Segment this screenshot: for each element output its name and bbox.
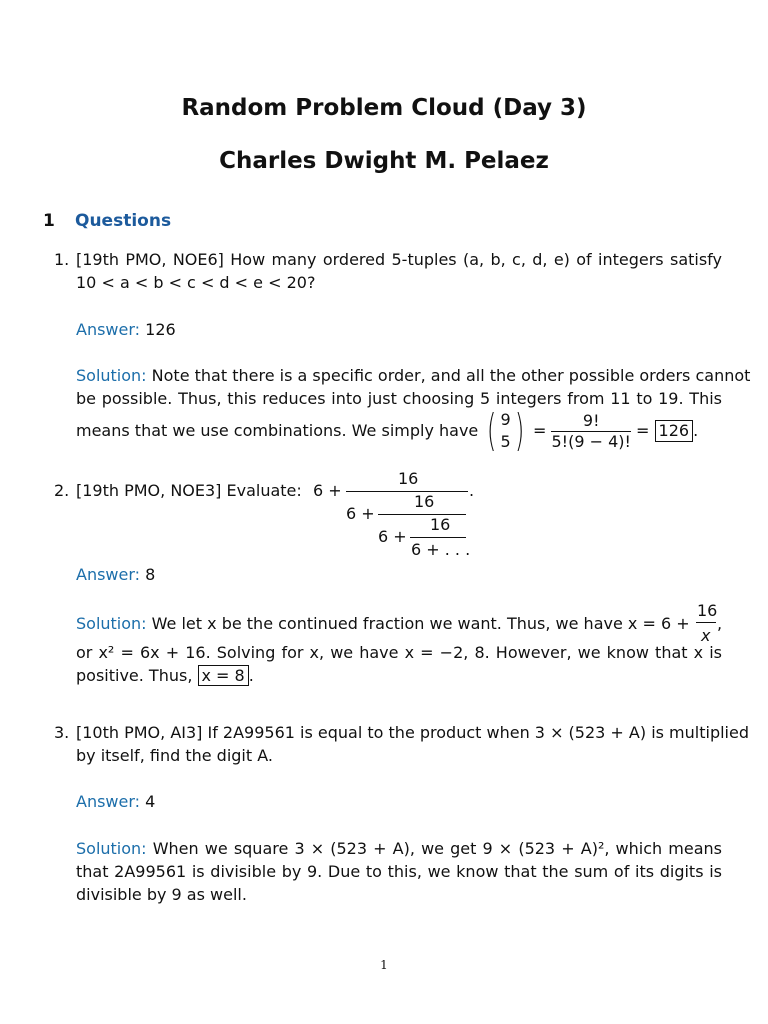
solution-text: Note that there is a specific order, and all the other possible orders cannot (151, 366, 751, 385)
question-2-intro: [19th PMO, NOE3] Evaluate: (76, 481, 302, 500)
cf-term-1: 6 + (313, 481, 342, 500)
cf-term-4: 6 + . . . (411, 540, 471, 559)
question-2-number: 2. (54, 481, 70, 500)
answer-value: 4 (145, 792, 156, 811)
question-2-solution-line-1 (76, 614, 724, 634)
question-3-answer (76, 792, 155, 812)
question-3-solution-line-2: that 2A99561 is divisible by 9. Due to this, we know that the sum of its digits is (76, 862, 722, 881)
question-1-line-1: [19th PMO, NOE6] How many ordered 5-tuples (a, b, c, d, e) of integers satisfy (76, 250, 722, 269)
equals-sign: = (636, 421, 650, 440)
fraction-numerator: 9! (582, 410, 600, 430)
question-1-number: 1. (54, 250, 70, 269)
binom-top: 9 (500, 410, 511, 429)
cf-bar-1 (346, 491, 468, 492)
solution-comma: , (717, 614, 723, 633)
question-3-solution-line-1 (76, 839, 722, 859)
solution-fraction-bar (696, 622, 716, 623)
document-author: Charles Dwight M. Pelaez (219, 148, 549, 174)
question-1-solution-line-2: be possible. Thus, this reduces into just choosing 5 integers from 11 to 19. This (76, 389, 722, 408)
solution-label: Solution: (76, 366, 147, 385)
fraction-denominator: 5!(9 − 4)! (551, 431, 631, 451)
cf-bar-2 (378, 514, 466, 515)
cf-term-3: 6 + (378, 527, 407, 546)
boxed-answer: 126 (655, 420, 694, 442)
solution-fraction-numerator: 16 (697, 601, 718, 620)
section-heading (43, 211, 171, 231)
right-paren: ) (514, 405, 525, 456)
equals-sign: = (532, 421, 547, 440)
solution-fraction-denominator: x (701, 626, 711, 645)
binom-bottom: 5 (500, 432, 511, 451)
solution-label: Solution: (76, 839, 147, 858)
period: . (248, 666, 254, 685)
answer-value: 126 (145, 320, 176, 339)
question-3-number: 3. (54, 723, 70, 742)
cf-numerator-3: 16 (430, 515, 451, 534)
solution-label: Solution: (76, 614, 147, 633)
question-3-line-1: [10th PMO, AI3] If 2A99561 is equal to the product when 3 × (523 + A) is multiplied (76, 723, 749, 742)
section-number: 1 (43, 211, 55, 231)
answer-label: Answer: (76, 792, 141, 811)
cf-end: . (469, 481, 475, 500)
solution-text: We let x be the continued fraction we want. Thus, we have x = 6 + (151, 614, 690, 633)
answer-label: Answer: (76, 320, 141, 339)
question-1-solution-line-3 (76, 406, 698, 456)
question-1-line-2: 10 < a < b < c < d < e < 20? (76, 273, 316, 292)
question-1-answer (76, 320, 176, 340)
question-3-solution-line-3: divisible by 9 as well. (76, 885, 247, 904)
question-1-solution-line-1 (76, 366, 751, 386)
question-2-answer (76, 565, 155, 585)
cf-numerator-2: 16 (414, 492, 435, 511)
binomial-coefficient (483, 405, 528, 456)
boxed-answer: x = 8 (198, 665, 249, 686)
page-number: 1 (380, 958, 388, 972)
left-paren: ( (487, 405, 497, 456)
answer-label: Answer: (76, 565, 141, 584)
document-title: Random Problem Cloud (Day 3) (181, 95, 587, 121)
cf-term-2: 6 + (346, 504, 375, 523)
factorial-fraction (551, 411, 630, 452)
question-2-solution-line-3 (76, 666, 254, 686)
cf-bar-3 (410, 537, 466, 538)
solution-text: When we square 3 × (523 + A), we get 9 × (523 + A)², which means (152, 839, 722, 858)
period: . (693, 421, 699, 440)
question-2-solution-line-2: or x² = 6x + 16. Solving for x, we have x = −2, 8. However, we know that x is (76, 643, 722, 662)
cf-numerator-1: 16 (398, 469, 419, 488)
solution-text: positive. Thus, (76, 666, 193, 685)
section-title: Questions (75, 211, 172, 231)
question-3-line-2: by itself, find the digit A. (76, 746, 273, 765)
answer-value: 8 (145, 565, 156, 584)
solution-text: means that we use combinations. We simply have (76, 421, 479, 440)
